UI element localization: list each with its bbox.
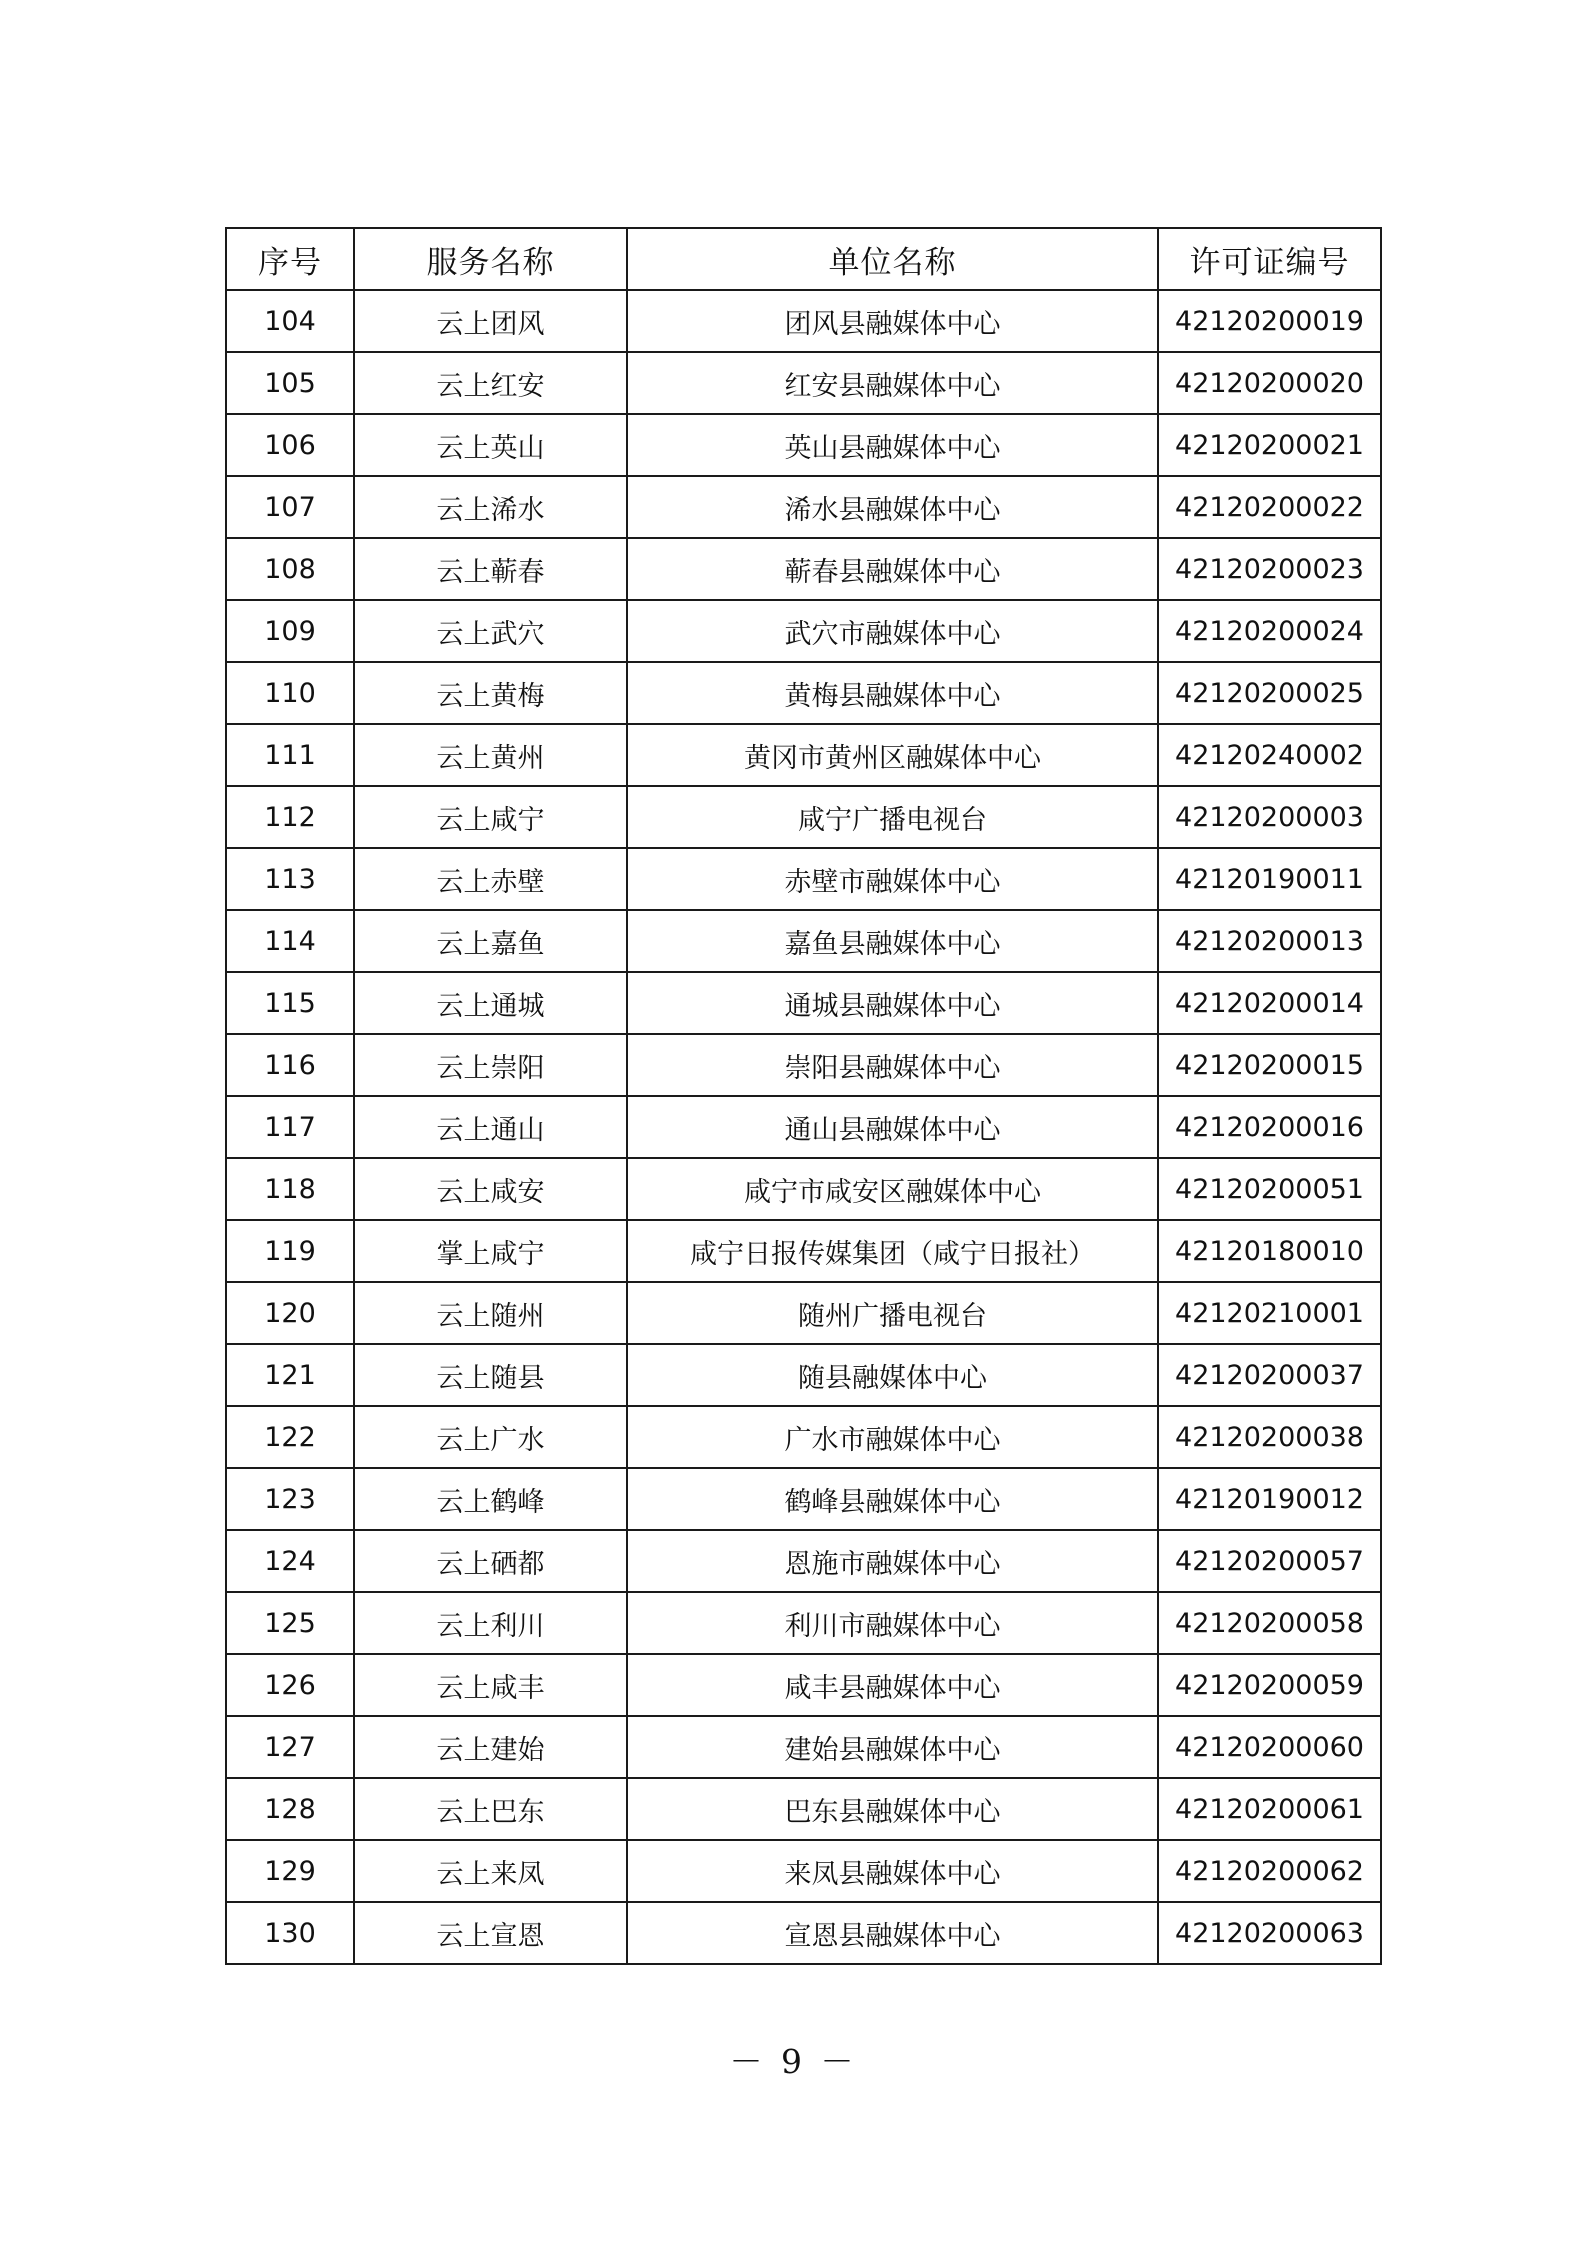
service-name-cell: 云上黄州 <box>354 724 627 786</box>
header-service-name: 服务名称 <box>354 228 627 290</box>
unit-name-cell: 随县融媒体中心 <box>627 1344 1158 1406</box>
table-row <box>226 352 1381 414</box>
service-name-cell: 云上红安 <box>354 352 627 414</box>
page-number: － 9 － <box>729 2042 858 2081</box>
service-name-cell: 云上建始 <box>354 1716 627 1778</box>
service-name-cell: 云上咸安 <box>354 1158 627 1220</box>
seq-cell: 112 <box>226 786 354 848</box>
license-number-cell: 42120200059 <box>1158 1654 1381 1716</box>
service-name-cell: 云上利川 <box>354 1592 627 1654</box>
service-name-cell: 云上蕲春 <box>354 538 627 600</box>
service-name-cell: 掌上咸宁 <box>354 1220 627 1282</box>
license-number-cell: 42120200013 <box>1158 910 1381 972</box>
seq-cell: 105 <box>226 352 354 414</box>
service-name-cell: 云上英山 <box>354 414 627 476</box>
license-number-cell: 42120200062 <box>1158 1840 1381 1902</box>
license-number-cell: 42120180010 <box>1158 1220 1381 1282</box>
unit-name-cell: 鹤峰县融媒体中心 <box>627 1468 1158 1530</box>
table-row <box>226 910 1381 972</box>
seq-cell: 104 <box>226 290 354 352</box>
seq-cell: 117 <box>226 1096 354 1158</box>
license-number-cell: 42120200014 <box>1158 972 1381 1034</box>
license-number-cell: 42120240002 <box>1158 724 1381 786</box>
license-number-cell: 42120200020 <box>1158 352 1381 414</box>
service-name-cell: 云上鹤峰 <box>354 1468 627 1530</box>
unit-name-cell: 嘉鱼县融媒体中心 <box>627 910 1158 972</box>
unit-name-cell: 咸宁日报传媒集团（咸宁日报社） <box>627 1220 1158 1282</box>
table-row <box>226 786 1381 848</box>
table-row <box>226 1592 1381 1654</box>
license-number-cell: 42120190012 <box>1158 1468 1381 1530</box>
seq-cell: 110 <box>226 662 354 724</box>
unit-name-cell: 利川市融媒体中心 <box>627 1592 1158 1654</box>
license-number-cell: 42120200024 <box>1158 600 1381 662</box>
table-row <box>226 1096 1381 1158</box>
unit-name-cell: 英山县融媒体中心 <box>627 414 1158 476</box>
unit-name-cell: 蕲春县融媒体中心 <box>627 538 1158 600</box>
license-number-cell: 42120210001 <box>1158 1282 1381 1344</box>
seq-cell: 118 <box>226 1158 354 1220</box>
service-name-cell: 云上巴东 <box>354 1778 627 1840</box>
table-row <box>226 1530 1381 1592</box>
unit-name-cell: 宣恩县融媒体中心 <box>627 1902 1158 1964</box>
seq-cell: 124 <box>226 1530 354 1592</box>
table-row <box>226 414 1381 476</box>
seq-cell: 129 <box>226 1840 354 1902</box>
table-row <box>226 1716 1381 1778</box>
license-number-cell: 42120200023 <box>1158 538 1381 600</box>
seq-cell: 120 <box>226 1282 354 1344</box>
unit-name-cell: 红安县融媒体中心 <box>627 352 1158 414</box>
unit-name-cell: 通山县融媒体中心 <box>627 1096 1158 1158</box>
service-name-cell: 云上黄梅 <box>354 662 627 724</box>
seq-cell: 114 <box>226 910 354 972</box>
unit-name-cell: 随州广播电视台 <box>627 1282 1158 1344</box>
table-row <box>226 1344 1381 1406</box>
license-number-cell: 42120190011 <box>1158 848 1381 910</box>
seq-cell: 130 <box>226 1902 354 1964</box>
license-number-cell: 42120200058 <box>1158 1592 1381 1654</box>
service-name-cell: 云上广水 <box>354 1406 627 1468</box>
table-body <box>226 290 1381 1964</box>
unit-name-cell: 崇阳县融媒体中心 <box>627 1034 1158 1096</box>
license-number-cell: 42120200038 <box>1158 1406 1381 1468</box>
header-row <box>226 228 1381 290</box>
service-name-cell: 云上赤壁 <box>354 848 627 910</box>
unit-name-cell: 广水市融媒体中心 <box>627 1406 1158 1468</box>
seq-cell: 108 <box>226 538 354 600</box>
header-seq: 序号 <box>226 228 354 290</box>
table-row <box>226 662 1381 724</box>
unit-name-cell: 武穴市融媒体中心 <box>627 600 1158 662</box>
unit-name-cell: 建始县融媒体中心 <box>627 1716 1158 1778</box>
service-name-cell: 云上来凤 <box>354 1840 627 1902</box>
header-unit-name: 单位名称 <box>627 228 1158 290</box>
unit-name-cell: 咸丰县融媒体中心 <box>627 1654 1158 1716</box>
table-row <box>226 600 1381 662</box>
table-row <box>226 1034 1381 1096</box>
service-name-cell: 云上武穴 <box>354 600 627 662</box>
table-row <box>226 1654 1381 1716</box>
table-row <box>226 538 1381 600</box>
license-number-cell: 42120200016 <box>1158 1096 1381 1158</box>
unit-name-cell: 咸宁广播电视台 <box>627 786 1158 848</box>
table-row <box>226 848 1381 910</box>
service-name-cell: 云上浠水 <box>354 476 627 538</box>
unit-name-cell: 黄梅县融媒体中心 <box>627 662 1158 724</box>
seq-cell: 128 <box>226 1778 354 1840</box>
service-name-cell: 云上通城 <box>354 972 627 1034</box>
seq-cell: 125 <box>226 1592 354 1654</box>
service-name-cell: 云上咸宁 <box>354 786 627 848</box>
service-name-cell: 云上团风 <box>354 290 627 352</box>
license-number-cell: 42120200057 <box>1158 1530 1381 1592</box>
unit-name-cell: 黄冈市黄州区融媒体中心 <box>627 724 1158 786</box>
unit-name-cell: 来凤县融媒体中心 <box>627 1840 1158 1902</box>
unit-name-cell: 团风县融媒体中心 <box>627 290 1158 352</box>
license-number-cell: 42120200025 <box>1158 662 1381 724</box>
license-number-cell: 42120200003 <box>1158 786 1381 848</box>
service-name-cell: 云上嘉鱼 <box>354 910 627 972</box>
seq-cell: 123 <box>226 1468 354 1530</box>
seq-cell: 121 <box>226 1344 354 1406</box>
license-number-cell: 42120200063 <box>1158 1902 1381 1964</box>
table-row <box>226 476 1381 538</box>
license-number-cell: 42120200021 <box>1158 414 1381 476</box>
table-row <box>226 724 1381 786</box>
service-name-cell: 云上随县 <box>354 1344 627 1406</box>
header-license-number: 许可证编号 <box>1158 228 1381 290</box>
seq-cell: 122 <box>226 1406 354 1468</box>
unit-name-cell: 恩施市融媒体中心 <box>627 1530 1158 1592</box>
table-row <box>226 1158 1381 1220</box>
unit-name-cell: 通城县融媒体中心 <box>627 972 1158 1034</box>
unit-name-cell: 浠水县融媒体中心 <box>627 476 1158 538</box>
license-number-cell: 42120200015 <box>1158 1034 1381 1096</box>
seq-cell: 106 <box>226 414 354 476</box>
seq-cell: 116 <box>226 1034 354 1096</box>
table-row <box>226 290 1381 352</box>
unit-name-cell: 赤壁市融媒体中心 <box>627 848 1158 910</box>
license-number-cell: 42120200022 <box>1158 476 1381 538</box>
seq-cell: 113 <box>226 848 354 910</box>
service-name-cell: 云上咸丰 <box>354 1654 627 1716</box>
service-name-cell: 云上通山 <box>354 1096 627 1158</box>
unit-name-cell: 巴东县融媒体中心 <box>627 1778 1158 1840</box>
seq-cell: 109 <box>226 600 354 662</box>
table-row <box>226 972 1381 1034</box>
seq-cell: 127 <box>226 1716 354 1778</box>
license-number-cell: 42120200019 <box>1158 290 1381 352</box>
service-name-cell: 云上宣恩 <box>354 1902 627 1964</box>
table-row <box>226 1282 1381 1344</box>
license-table <box>225 227 1382 1965</box>
service-name-cell: 云上崇阳 <box>354 1034 627 1096</box>
table-row <box>226 1778 1381 1840</box>
table-header <box>226 228 1381 290</box>
unit-name-cell: 咸宁市咸安区融媒体中心 <box>627 1158 1158 1220</box>
license-number-cell: 42120200060 <box>1158 1716 1381 1778</box>
table-row <box>226 1220 1381 1282</box>
license-number-cell: 42120200037 <box>1158 1344 1381 1406</box>
license-number-cell: 42120200061 <box>1158 1778 1381 1840</box>
seq-cell: 126 <box>226 1654 354 1716</box>
table-row <box>226 1468 1381 1530</box>
seq-cell: 119 <box>226 1220 354 1282</box>
table-row <box>226 1406 1381 1468</box>
seq-cell: 111 <box>226 724 354 786</box>
license-number-cell: 42120200051 <box>1158 1158 1381 1220</box>
table-row <box>226 1902 1381 1964</box>
table-row <box>226 1840 1381 1902</box>
seq-cell: 107 <box>226 476 354 538</box>
service-name-cell: 云上随州 <box>354 1282 627 1344</box>
service-name-cell: 云上硒都 <box>354 1530 627 1592</box>
seq-cell: 115 <box>226 972 354 1034</box>
